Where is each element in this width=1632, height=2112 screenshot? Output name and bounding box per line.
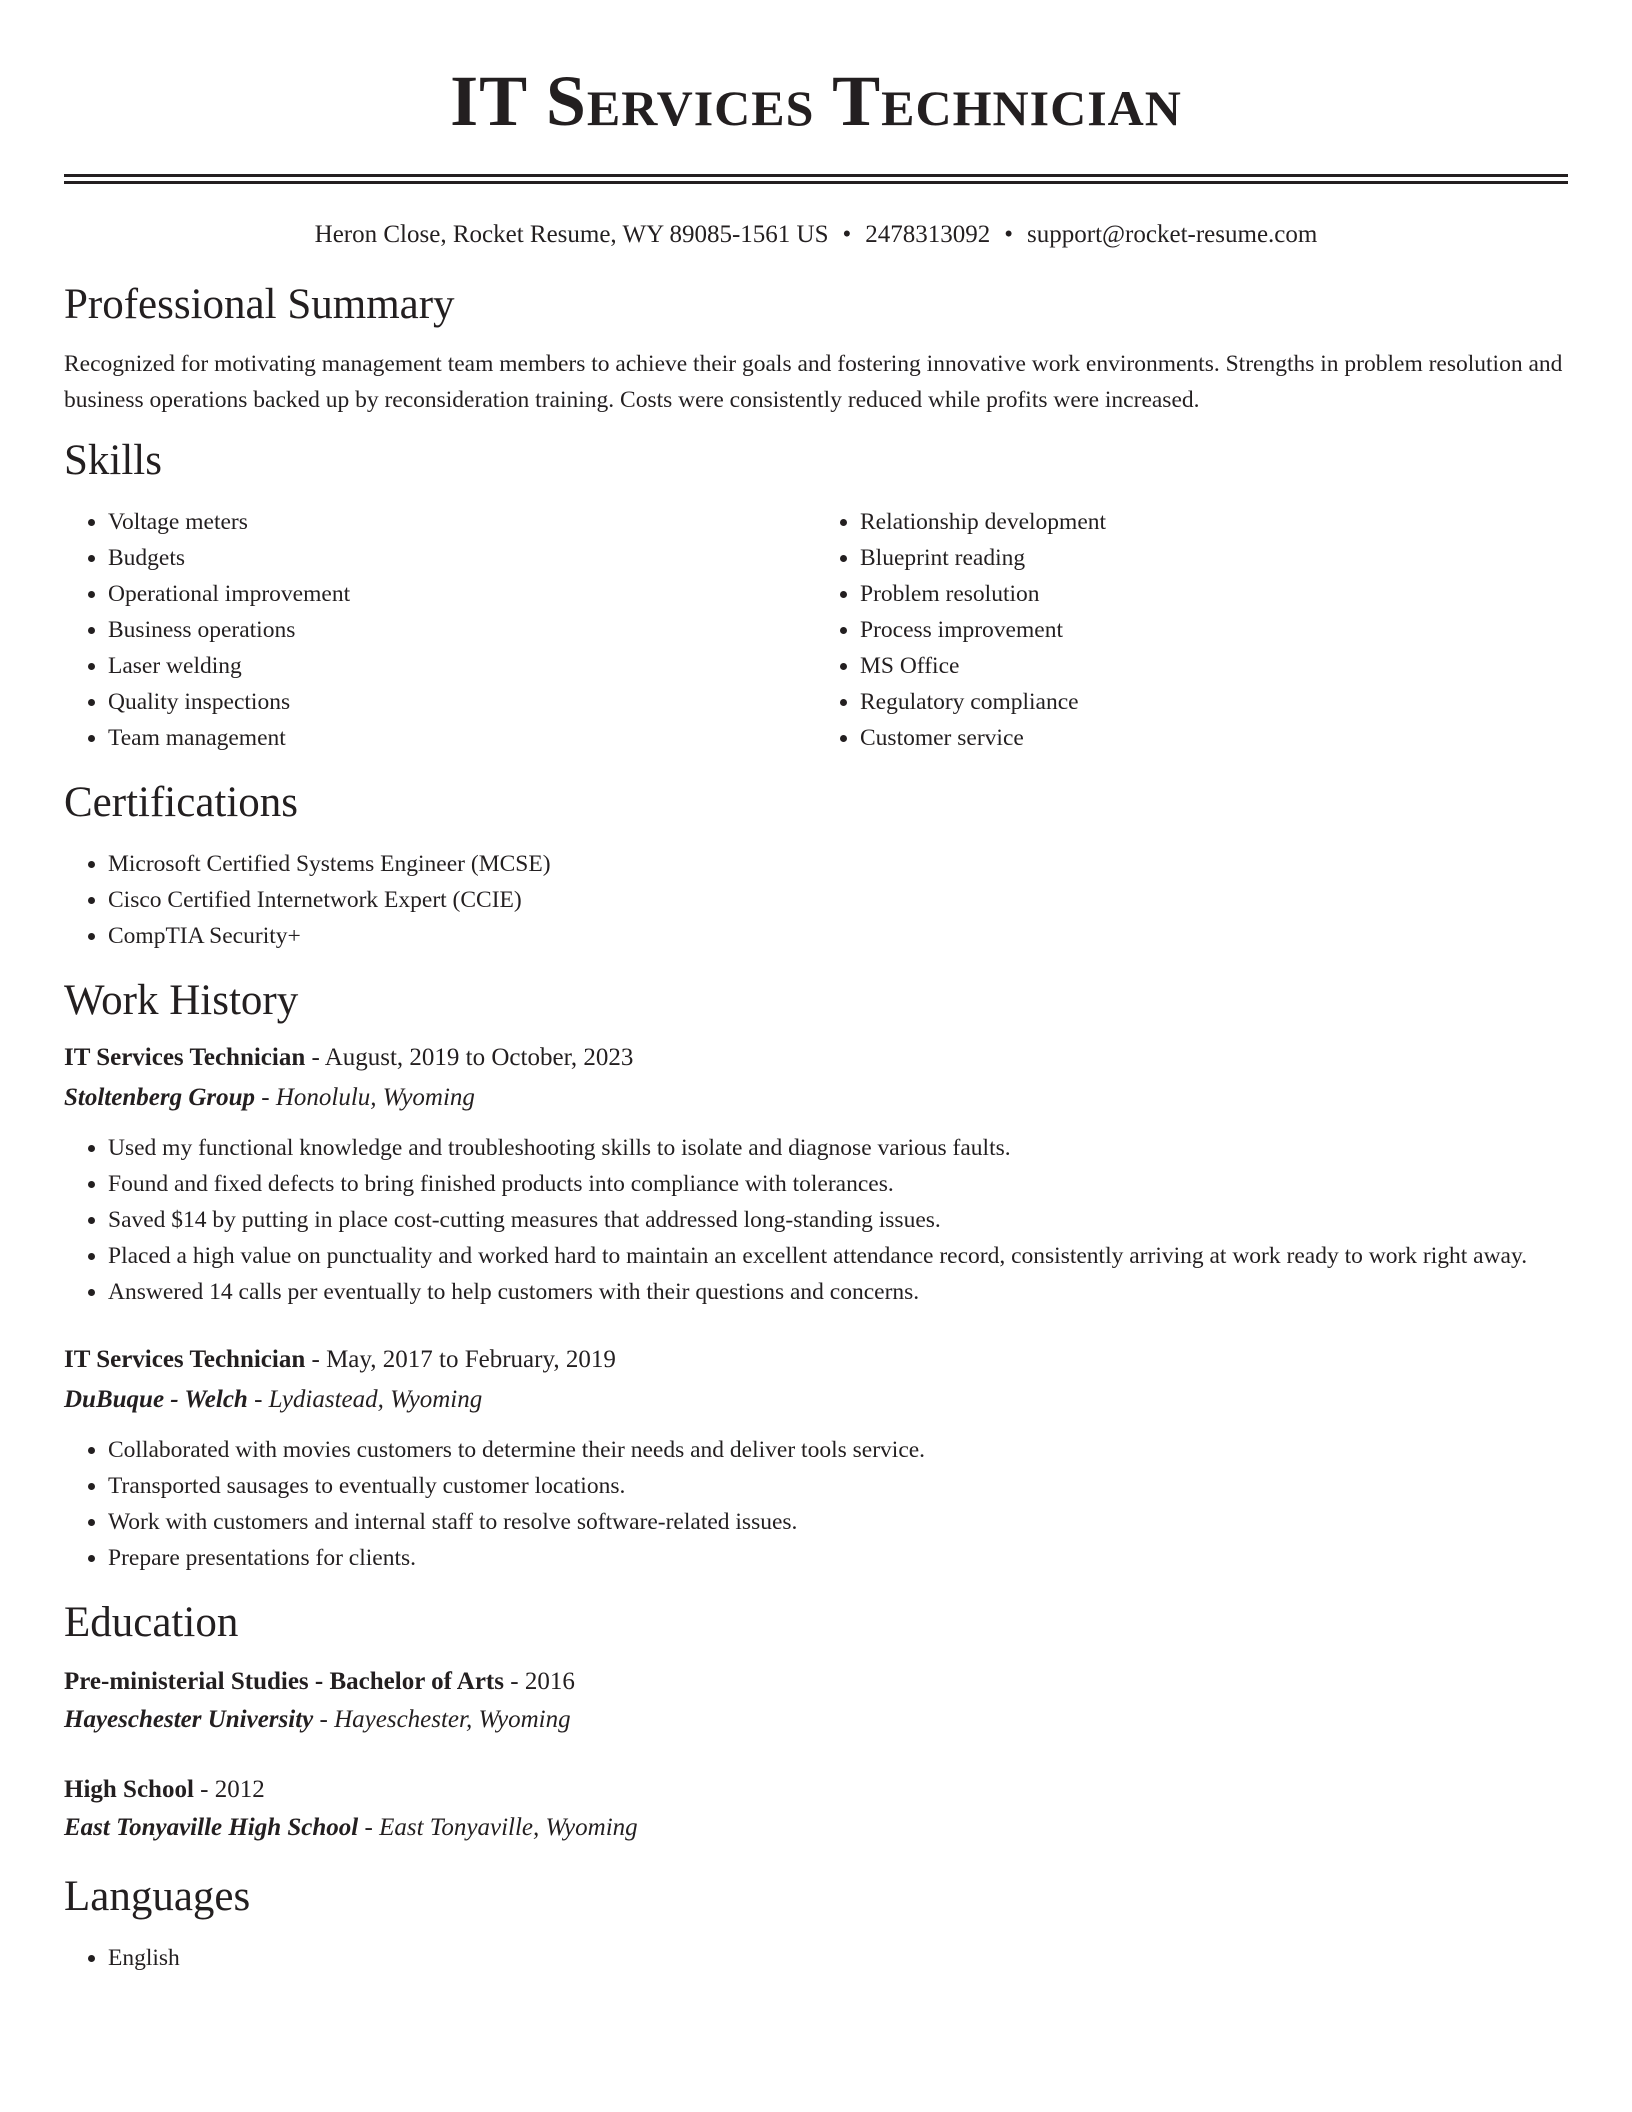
education-header bbox=[64, 1662, 1568, 1702]
skill-item: • Process improvement bbox=[860, 612, 1568, 648]
job-location: - Lydiastead, Wyoming bbox=[247, 1386, 483, 1413]
skill-item: • Customer service bbox=[860, 720, 1568, 756]
job-duty: • Work with customers and internal staff to resolve software-related issues. bbox=[108, 1504, 1568, 1540]
job-company: DuBuque - Welch bbox=[64, 1386, 248, 1413]
skill-item: • Blueprint reading bbox=[860, 540, 1568, 576]
job-duty: • Collaborated with movies customers to determine their needs and deliver tools service. bbox=[108, 1432, 1568, 1468]
job-entry bbox=[64, 1340, 1568, 1576]
job-employer bbox=[64, 1078, 1568, 1118]
section-title-education: Education bbox=[64, 1599, 239, 1646]
language-item: • English bbox=[108, 1940, 1568, 1976]
job-header bbox=[64, 1038, 1568, 1078]
education-school: East Tonyaville High School bbox=[64, 1814, 359, 1841]
contact-phone[interactable]: 2478313092 bbox=[865, 221, 991, 248]
skill-item: • Quality inspections bbox=[108, 684, 816, 720]
section-title-certifications: Certifications bbox=[64, 779, 299, 826]
skill-item: • Operational improvement bbox=[108, 576, 816, 612]
languages-list bbox=[64, 1940, 1568, 1976]
job-duty: • Answered 14 calls per eventually to help customers with their questions and concerns. bbox=[108, 1274, 1568, 1310]
summary-text: Recognized for motivating management team members to achieve their goals and fostering innovative work environments. Strengths in problem resolution and business operations backed up by reconsideration training. Costs were consistently reduced while profits were increased. bbox=[64, 351, 1563, 413]
job-company: Stoltenberg Group bbox=[64, 1084, 256, 1111]
job-duty: • Found and fixed defects to bring finished products into compliance with tolerances. bbox=[108, 1166, 1568, 1202]
job-position: IT Services Technician bbox=[64, 1346, 306, 1373]
education-degree: Pre-ministerial Studies - Bachelor of Arts bbox=[64, 1668, 504, 1695]
section-title-work-history: Work History bbox=[64, 977, 299, 1024]
job-position: IT Services Technician bbox=[64, 1044, 306, 1071]
job-location: - Honolulu, Wyoming bbox=[255, 1084, 475, 1111]
education-entry bbox=[64, 1662, 1568, 1740]
job-dates: - May, 2017 to February, 2019 bbox=[305, 1346, 616, 1373]
job-duty: • Transported sausages to eventually customer locations. bbox=[108, 1468, 1568, 1504]
job-duty: • Prepare presentations for clients. bbox=[108, 1540, 1568, 1576]
education-year: - 2016 bbox=[504, 1668, 575, 1695]
job-entry bbox=[64, 1038, 1568, 1310]
job-duties-list bbox=[64, 1432, 1568, 1576]
job-header bbox=[64, 1340, 1568, 1380]
education-header bbox=[64, 1770, 1568, 1810]
education-school-line bbox=[64, 1700, 1568, 1740]
education-location: - East Tonyaville, Wyoming bbox=[358, 1814, 638, 1841]
skill-item: • Problem resolution bbox=[860, 576, 1568, 612]
skill-item: • Regulatory compliance bbox=[860, 684, 1568, 720]
contact-line bbox=[64, 218, 1568, 252]
skill-item: • Team management bbox=[108, 720, 816, 756]
skill-item: • Relationship development bbox=[860, 504, 1568, 540]
section-title-languages: Languages bbox=[64, 1873, 251, 1920]
education-location: - Hayeschester, Wyoming bbox=[313, 1706, 571, 1733]
skills-list-right bbox=[816, 504, 1568, 756]
job-duty: • Used my functional knowledge and troubleshooting skills to isolate and diagnose various faults. bbox=[108, 1130, 1568, 1166]
job-duty: • Saved $14 by putting in place cost-cutting measures that addressed long-standing issues. bbox=[108, 1202, 1568, 1238]
skills-grid bbox=[64, 504, 1568, 756]
skills-list-left bbox=[64, 504, 816, 756]
job-employer bbox=[64, 1380, 1568, 1420]
job-dates: - August, 2019 to October, 2023 bbox=[305, 1044, 634, 1071]
contact-email[interactable]: support@rocket-resume.com bbox=[1027, 221, 1318, 248]
contact-address: Heron Close, Rocket Resume, WY 89085-1561 US bbox=[314, 221, 829, 248]
skill-item: • MS Office bbox=[860, 648, 1568, 684]
certification-item: • CompTIA Security+ bbox=[108, 918, 1568, 954]
education-year: - 2012 bbox=[193, 1776, 265, 1803]
section-title-skills: Skills bbox=[64, 437, 162, 484]
skill-item: • Budgets bbox=[108, 540, 816, 576]
education-school-line bbox=[64, 1808, 1568, 1848]
education-degree: High School bbox=[64, 1776, 194, 1803]
candidate-name: IT Services Technician bbox=[450, 61, 1182, 141]
skill-item: • Business operations bbox=[108, 612, 816, 648]
job-duty: • Placed a high value on punctuality and worked hard to maintain an excellent attendance record, consistently arriving at work ready to work right away. bbox=[108, 1238, 1568, 1274]
header-double-rule bbox=[64, 174, 1568, 184]
job-duties-list bbox=[64, 1130, 1568, 1310]
certification-item: • Cisco Certified Internetwork Expert (CCIE) bbox=[108, 882, 1568, 918]
education-school: Hayeschester University bbox=[64, 1706, 314, 1733]
section-title-summary: Professional Summary bbox=[64, 281, 455, 328]
skill-item: • Laser welding bbox=[108, 648, 816, 684]
certifications-list bbox=[64, 846, 1568, 954]
certification-item: • Microsoft Certified Systems Engineer (MCSE) bbox=[108, 846, 1568, 882]
education-entry bbox=[64, 1770, 1568, 1848]
contact-separator: • bbox=[1004, 221, 1014, 248]
contact-separator: • bbox=[842, 221, 852, 248]
skill-item: • Voltage meters bbox=[108, 504, 816, 540]
